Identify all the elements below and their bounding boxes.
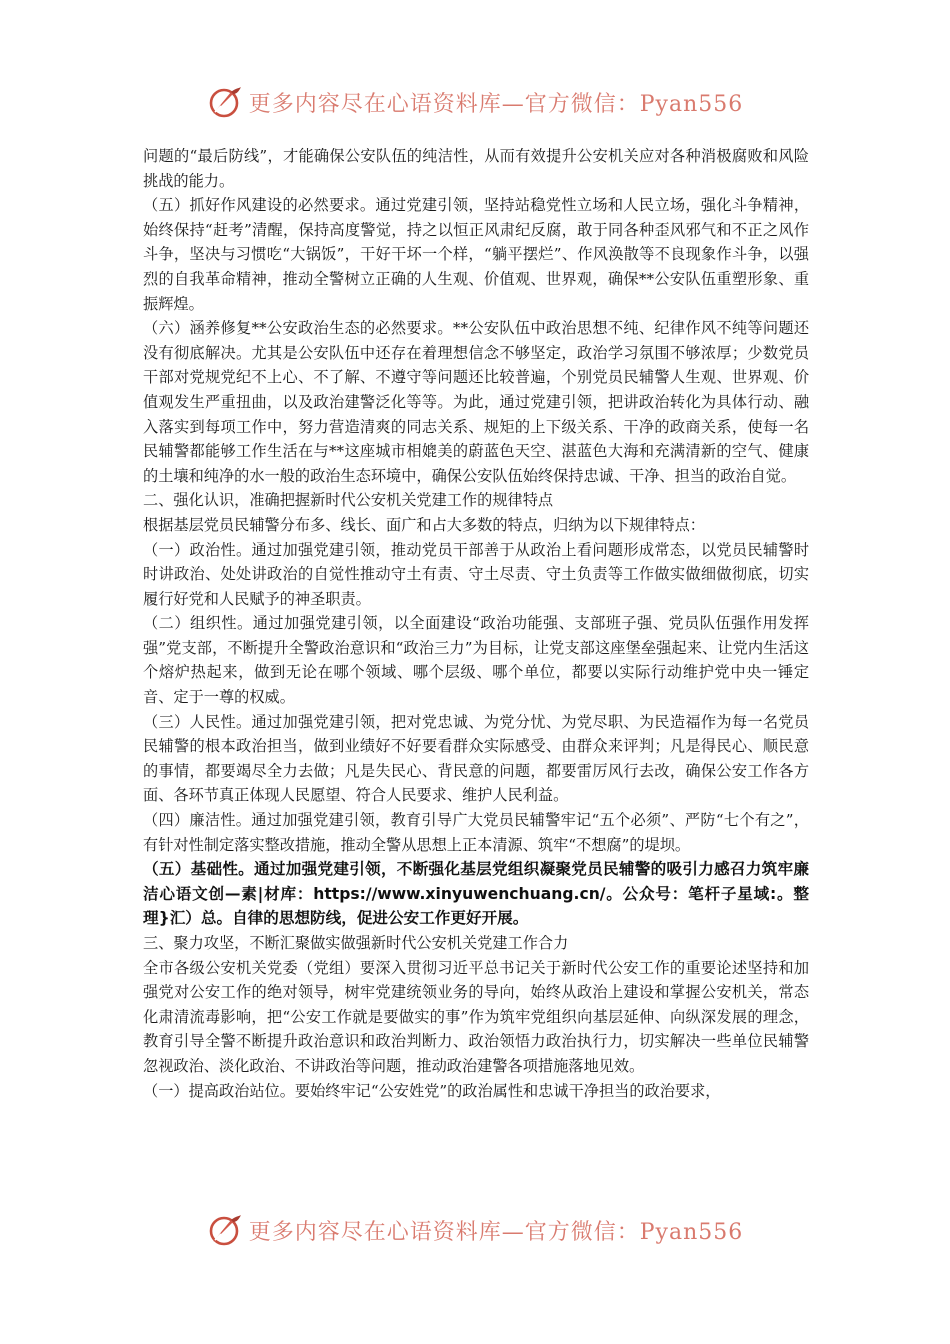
- paragraph: 问题的“最后防线”，才能确保公安队伍的纯洁性，从而有效提升公安机关应对各种消极腐败和风险挑战的能力。: [143, 147, 809, 190]
- section-heading: 三、聚力攻坚，不断汇聚做实做强新时代公安机关党建工作合力: [143, 934, 569, 952]
- paragraph: （一）提高政治站位。要始终牢记“公安姓党”的政治属性和忠诚干净担当的政治要求，: [143, 1081, 721, 1100]
- header-banner: [0, 80, 950, 124]
- quill-circle-icon: [207, 84, 243, 120]
- paragraph: （五）抓好作风建设的必然要求。通过党建引领，坚持站稳党性立场和人民立场，强化斗争精神，始终保持“赶考”清醒，保持高度警觉，持之以恒正风肃纪反腐，敢于同各种歪风邪气和不正之风作斗争，坚决与习惯吃“大锅饭”，干好干坏一个样，“躺平摆烂”、作风涣散等不良现象作斗争，以强烈的自我革命精神，推动全警树立正确的人生观、价值观、世界观，确保**公安队伍重塑形象、重振辉煌。: [143, 196, 809, 313]
- bold-paragraph: （五）基础性。通过加强党建引领，不断强化基层党组织凝聚党员民辅警的吸引力感召力筑牢廉洁心语文创—素|材库：https://www.xinyuwenchuang.cn/。公众号：笔杆子星域:。整理}汇）总。自律的思想防线，促进公安工作更好开展。: [143, 860, 809, 928]
- document-body: [143, 144, 809, 1103]
- footer-banner: [0, 1208, 950, 1252]
- quill-circle-icon: [207, 1212, 243, 1248]
- section-heading: 二、强化认识，准确把握新时代公安机关党建工作的规律特点: [143, 491, 554, 510]
- paragraph: 全市各级公安机关党委（党组）要深入贯彻习近平总书记关于新时代公安工作的重要论述坚持和加强党对公安工作的绝对领导，树牢党建统领业务的导向，始终从政治上建设和掌握公安机关，常态化肃清流毒影响，把“公安工作就是要做实的事”作为筑牢党组织向基层延伸、向纵深发展的理念，教育引导全警不断提升政治意识和政治判断力、政治领悟力政治执行力，切实解决一些单位民辅警忽视政治、淡化政治、不讲政治等问题，推动政治建警各项措施落地见效。: [143, 958, 809, 1075]
- paragraph: （二）组织性。通过加强党建引领，以全面建设“政治功能强、支部班子强、党员队伍强作用发挥强”党支部，不断提升全警政治意识和“政治三力”为目标，让党支部这座堡垒强起来、让党内生活这个熔炉热起来，做到无论在哪个领域、哪个层级、哪个单位，都要以实际行动维护党中央一锤定音、定于一尊的权威。: [143, 614, 809, 707]
- paragraph: （一）政治性。通过加强党建引领，推动党员干部善于从政治上看问题形成常态，以党员民辅警时时讲政治、处处讲政治的自觉性推动守土有责、守土尽责、守土负责等工作做实做细做彻底，切实履行好党和人民赋予的神圣职责。: [143, 540, 809, 608]
- paragraph: （三）人民性。通过加强党建引领，把对党忠诚、为党分忧、为党尽职、为民造福作为每一名党员民辅警的根本政治担当，做到业绩好不好要看群众实际感受、由群众来评判；凡是得民心、顺民意的事情，都要竭尽全力去做；凡是失民心、背民意的问题，都要雷厉风行去改，确保公安工作各方面、各环节真正体现人民愿望、符合人民要求、维护人民利益。: [143, 712, 809, 805]
- paragraph: （六）涵养修复**公安政治生态的必然要求。**公安队伍中政治思想不纯、纪律作风不纯等问题还没有彻底解决。尤其是公安队伍中还存在着理想信念不够坚定，政治学习氛围不够浓厚；少数党员干部对党规党纪不上心、不了解、不遵守等问题还比较普遍，个别党员民辅警人生观、世界观、价值观发生严重扭曲，以及政治建警泛化等等。为此，通过党建引领，把讲政治转化为具体行动、融入落实到每项工作中，努力营造清爽的同志关系、规矩的上下级关系、干净的政商关系，使每一名民辅警都能够工作生活在与**这座城市相媲美的蔚蓝色天空、湛蓝色大海和充满清新的空气、健康的土壤和纯净的水一般的政治生态环境中，确保公安队伍始终保持忠诚、干净、担当的政治自觉。: [143, 319, 809, 485]
- paragraph: 根据基层党员民辅警分布多、线长、面广和占大多数的特点，归纳为以下规律特点：: [143, 515, 705, 534]
- paragraph: （四）廉洁性。通过加强党建引领，教育引导广大党员民辅警牢记“五个必须”、严防“七个有之”，有针对性制定落实整改措施，推动全警从思想上正本清源、筑牢“不想腐”的堤坝。: [143, 811, 809, 854]
- banner-text: 更多内容尽在心语资料库—官方微信：Pyan556: [248, 1219, 744, 1245]
- banner-text: 更多内容尽在心语资料库—官方微信：Pyan556: [248, 91, 744, 117]
